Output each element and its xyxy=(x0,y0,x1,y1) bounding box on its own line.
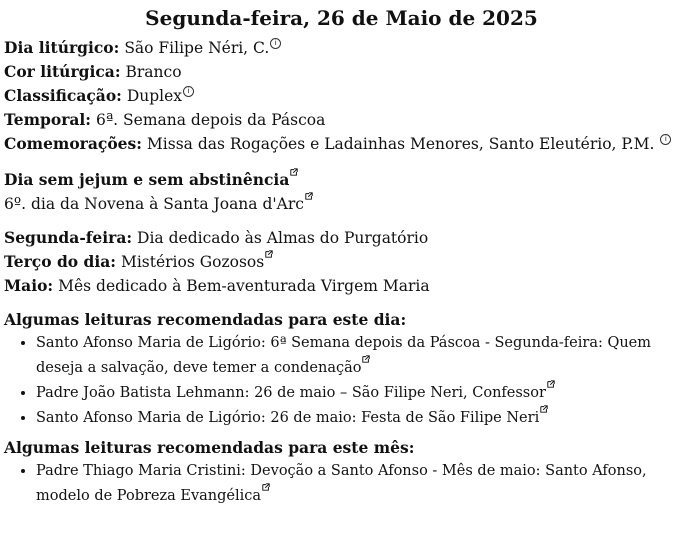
cor-liturgica-row xyxy=(4,60,679,84)
classificacao-value: Duplex xyxy=(126,87,183,105)
comemoracoes-row xyxy=(4,132,679,156)
external-link-icon xyxy=(262,483,270,491)
terco-row xyxy=(4,250,679,274)
external-link-icon xyxy=(290,168,298,176)
external-link-icon xyxy=(265,250,273,258)
dia-liturgico-value: São Filipe Néri, C. xyxy=(124,39,270,57)
info-icon[interactable]: i xyxy=(183,86,194,97)
jejum-link[interactable]: Dia sem jejum e sem abstinência xyxy=(4,170,290,189)
segunda-value: Dia dedicado às Almas do Purgatório xyxy=(137,229,429,247)
external-link-icon xyxy=(362,355,370,363)
maio-label: Maio: xyxy=(4,276,54,295)
cor-liturgica-value: Branco xyxy=(125,63,182,81)
classificacao-row xyxy=(4,84,679,108)
external-link-icon xyxy=(305,192,313,200)
reading-link[interactable]: Padre João Batista Lehmann: 26 de maio – São Filipe Neri, Confessor xyxy=(36,385,546,401)
comemoracoes-value: Missa das Rogações e Ladainhas Menores, Santo Eleutério, P.M. xyxy=(146,135,655,153)
list-item xyxy=(36,332,679,380)
cor-liturgica-label: Cor litúrgica: xyxy=(4,62,121,81)
segunda-row xyxy=(4,226,679,250)
maio-value: Mês dedicado à Bem-aventurada Virgem Maria xyxy=(58,277,430,295)
dia-liturgico-row xyxy=(4,36,679,60)
leituras-dia-list xyxy=(4,332,679,430)
list-item xyxy=(36,460,679,508)
terco-label: Terço do dia: xyxy=(4,252,117,271)
comemoracoes-label: Comemorações: xyxy=(4,134,142,153)
list-item xyxy=(36,405,679,430)
list-item xyxy=(36,380,679,405)
temporal-row xyxy=(4,108,679,132)
segunda-label: Segunda-feira: xyxy=(4,228,133,247)
reading-link[interactable]: Santo Afonso Maria de Ligório: 26 de maio: Festa de São Filipe Neri xyxy=(36,410,540,426)
leituras-mes-list xyxy=(4,460,679,508)
leituras-mes-heading: Algumas leituras recomendadas para este mês: xyxy=(4,438,415,457)
dia-liturgico-label: Dia litúrgico: xyxy=(4,38,120,57)
classificacao-label: Classificação: xyxy=(4,86,122,105)
temporal-value: 6ª. Semana depois da Páscoa xyxy=(95,111,326,129)
novena-row xyxy=(4,192,679,216)
info-icon[interactable]: i xyxy=(270,38,281,49)
novena-link[interactable]: 6º. dia da Novena à Santa Joana d'Arc xyxy=(4,195,304,213)
temporal-label: Temporal: xyxy=(4,110,92,129)
external-link-icon xyxy=(540,405,548,413)
page-title: Segunda-feira, 26 de Maio de 2025 xyxy=(145,6,538,30)
leituras-dia-heading: Algumas leituras recomendadas para este dia: xyxy=(4,310,407,329)
terco-link[interactable]: Mistérios Gozosos xyxy=(120,253,265,271)
maio-row xyxy=(4,274,679,298)
reading-link[interactable]: Padre Thiago Maria Cristini: Devoção a Santo Afonso - Mês de maio: Santo Afonso, modelo de Pobreza Evangélica xyxy=(36,463,647,504)
jejum-row xyxy=(4,168,679,192)
info-icon[interactable]: i xyxy=(660,134,671,145)
external-link-icon xyxy=(547,380,555,388)
reading-link[interactable]: Santo Afonso Maria de Ligório: 6ª Semana depois da Páscoa - Segunda-feira: Quem deseja a salvação, deve temer a condenação xyxy=(36,335,652,376)
